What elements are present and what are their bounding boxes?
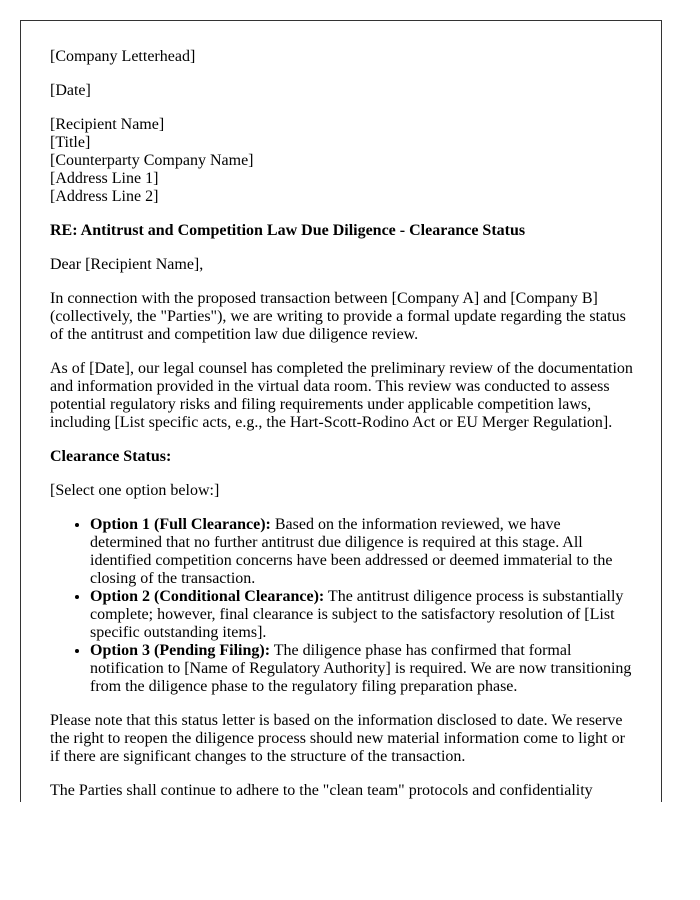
company-letterhead: [Company Letterhead] — [50, 48, 196, 65]
clearance-options-list — [50, 516, 633, 696]
recipient-address-line-2: [Address Line 2] — [50, 188, 159, 205]
recipient-company: [Counterparty Company Name] — [50, 152, 254, 169]
subject-line: RE: Antitrust and Competition Law Due Diligence - Clearance Status — [50, 222, 526, 239]
option-2-title: Option 2 (Conditional Clearance): — [90, 588, 325, 605]
letter-page — [20, 20, 662, 802]
recipient-title: [Title] — [50, 134, 91, 151]
clearance-option-3 — [90, 642, 633, 696]
salutation: Dear [Recipient Name], — [50, 256, 204, 273]
clearance-status-heading: Clearance Status: — [50, 448, 172, 465]
recipient-address-block — [50, 116, 633, 206]
clean-team-paragraph: The Parties shall continue to adhere to the "clean team" protocols and confidentiality — [50, 782, 593, 799]
clearance-instruction: [Select one option below:] — [50, 482, 220, 499]
clearance-option-2 — [90, 588, 633, 642]
option-3-title: Option 3 (Pending Filing): — [90, 642, 271, 659]
recipient-address-line-1: [Address Line 1] — [50, 170, 159, 187]
reservation-paragraph: Please note that this status letter is based on the information disclosed to date. We reserve the right to reopen the diligence process should new material information come to light or if there are significant changes to the structure of the transaction. — [50, 712, 625, 765]
option-1-text: Based on the information reviewed, we have determined that no further antitrust due diligence is required at this stage. All identified competition concerns have been addressed or deemed immaterial to the closing of the transaction. — [90, 516, 613, 587]
intro-paragraph: In connection with the proposed transaction between [Company A] and [Company B] (collectively, the "Parties"), we are writing to provide a formal update regarding the status of the antitrust and competition law due diligence review. — [50, 290, 626, 343]
option-2-text: The antitrust diligence process is substantially complete; however, final clearance is subject to the satisfactory resolution of [List specific outstanding items]. — [90, 588, 624, 641]
clearance-option-1 — [90, 516, 633, 588]
recipient-name: [Recipient Name] — [50, 116, 165, 133]
letter-date: [Date] — [50, 82, 91, 99]
review-paragraph: As of [Date], our legal counsel has completed the preliminary review of the documentation and information provided in the virtual data room. This review was conducted to assess potential regulatory risks and filing requirements under applicable competition laws, including [List specific acts, e.g., the Hart-Scott-Rodino Act or EU Merger Regulation]. — [50, 360, 633, 431]
option-3-text: The diligence phase has confirmed that formal notification to [Name of Regulatory Authority] is required. We are now transitioning from the diligence phase to the regulatory filing preparation phase. — [90, 642, 632, 695]
option-1-title: Option 1 (Full Clearance): — [90, 516, 271, 533]
